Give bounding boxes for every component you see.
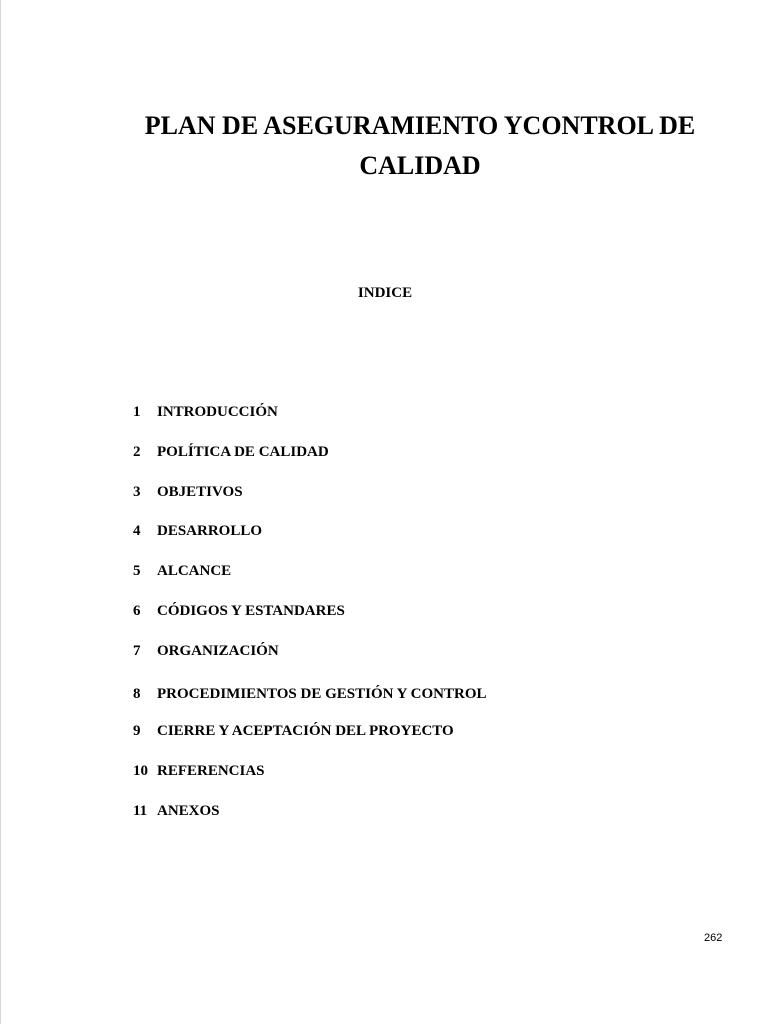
toc-item-label: ALCANCE bbox=[157, 563, 232, 579]
toc-item-codigos-y-estandares[interactable] bbox=[133, 602, 345, 620]
toc-item-label: ORGANIZACIÓN bbox=[157, 643, 279, 659]
toc-item-politica-de-calidad[interactable] bbox=[133, 443, 329, 461]
toc-item-label: INTRODUCCIÓN bbox=[157, 404, 278, 420]
toc-item-introduccion[interactable] bbox=[133, 403, 278, 421]
toc-item-label: DESARROLLO bbox=[157, 523, 263, 539]
document-title-line-1: PLAN DE ASEGURAMIENTO YCONTROL DE bbox=[144, 111, 696, 140]
toc-item-procedimientos[interactable] bbox=[133, 685, 487, 703]
toc-item-label: POLÍTICA DE CALIDAD bbox=[157, 444, 329, 460]
toc-item-number: 9 bbox=[133, 723, 141, 739]
index-heading: INDICE bbox=[357, 285, 413, 301]
toc-item-number: 4 bbox=[133, 523, 141, 539]
toc-item-cierre-y-aceptacion[interactable] bbox=[133, 722, 454, 740]
page-edge-divider bbox=[0, 0, 1, 1024]
toc-item-label: PROCEDIMIENTOS DE GESTIÓN Y CONTROL bbox=[157, 686, 487, 702]
toc-item-alcance[interactable] bbox=[133, 562, 231, 580]
toc-item-label: ANEXOS bbox=[157, 803, 220, 819]
toc-item-referencias[interactable] bbox=[133, 762, 265, 780]
toc-item-number: 10 bbox=[133, 763, 148, 779]
toc-item-label: CÓDIGOS Y ESTANDARES bbox=[157, 603, 345, 619]
toc-item-objetivos[interactable] bbox=[133, 483, 243, 501]
toc-item-label: OBJETIVOS bbox=[157, 484, 243, 500]
toc-item-label: REFERENCIAS bbox=[157, 763, 265, 779]
page-number: 262 bbox=[704, 932, 723, 944]
toc-item-label: CIERRE Y ACEPTACIÓN DEL PROYECTO bbox=[157, 723, 454, 739]
toc-item-number: 3 bbox=[133, 484, 141, 500]
toc-item-number: 11 bbox=[133, 803, 148, 819]
toc-item-number: 8 bbox=[133, 686, 141, 702]
toc-item-organizacion[interactable] bbox=[133, 642, 279, 660]
toc-item-number: 7 bbox=[133, 643, 141, 659]
toc-item-number: 5 bbox=[133, 563, 141, 579]
toc-item-number: 6 bbox=[133, 603, 141, 619]
toc-item-number: 2 bbox=[133, 444, 141, 460]
toc-item-desarrollo[interactable] bbox=[133, 522, 262, 540]
toc-item-anexos[interactable] bbox=[133, 802, 220, 820]
toc-item-number: 1 bbox=[133, 404, 141, 420]
document-title-line-2: CALIDAD bbox=[359, 151, 481, 180]
